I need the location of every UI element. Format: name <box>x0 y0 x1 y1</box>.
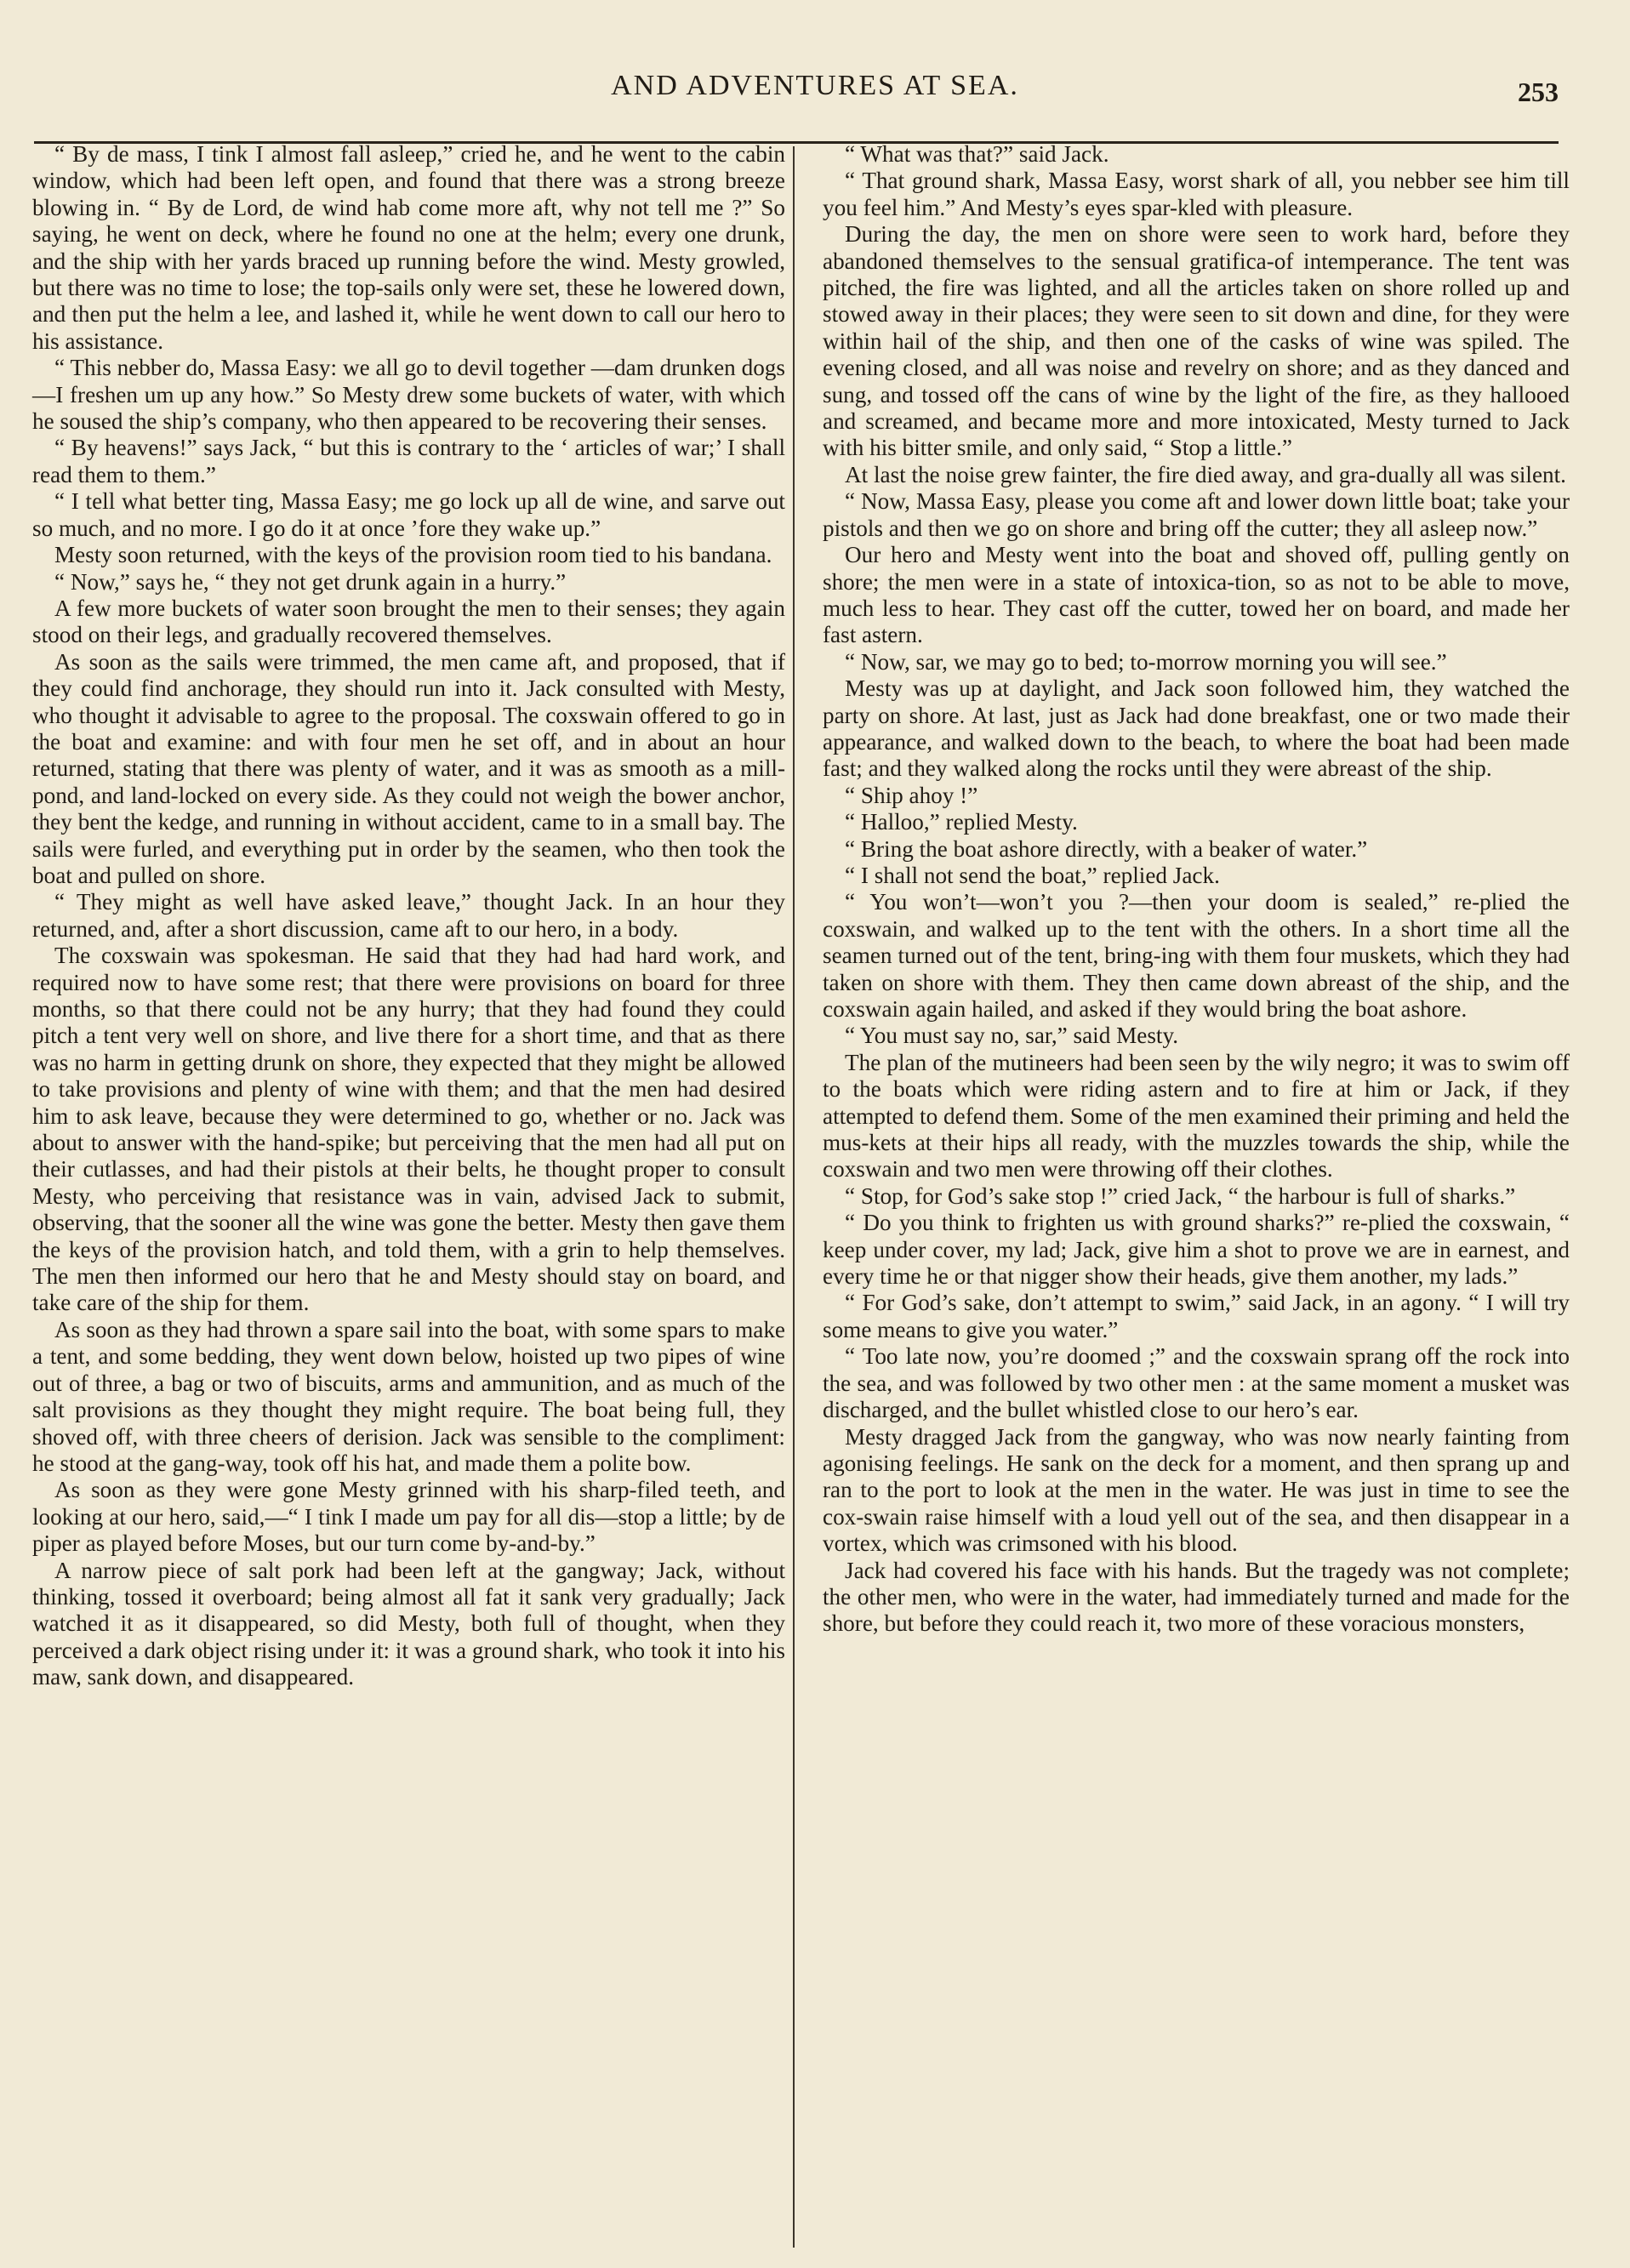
paragraph: Mesty soon returned, with the keys of the provision room tied to his bandana. <box>54 542 772 568</box>
paragraph: “ By heavens!” says Jack, “ but this is contrary to the ‘ articles of war;’ I shall read them to them.” <box>32 435 785 487</box>
paragraph: A few more buckets of water soon brought the men to their senses; they again stood on their legs, and gradually recovered themselves. <box>32 595 785 648</box>
paragraph: “ Too late now, you’re doomed ;” and the coxswain sprang off the rock into the sea, and was followed by two other men : at the same moment a musket was discharged, and the bullet whistled close to our hero’s ear. <box>823 1343 1570 1423</box>
paragraph: “ Now,” says he, “ they not get drunk again in a hurry.” <box>54 568 567 595</box>
paragraph: “ They might as well have asked leave,” thought Jack. In an hour they returned, and, after a short discussion, came aft to our hero, in a body. <box>32 889 785 942</box>
page-header <box>0 70 1630 119</box>
paragraph: The plan of the mutineers had been seen by the wily negro; it was to swim off to the boats which were riding astern and to fire at him or Jack, if they attempted to defend them. Some of the men examined their priming and held the mus-kets at their hips all ready, with the muzzles towards the ship, while the coxswain and two men were throwing off their clothes. <box>823 1049 1570 1182</box>
paragraph: “ For God’s sake, don’t attempt to swim,” said Jack, in an agony. “ I will try some means to give you water.” <box>823 1290 1570 1342</box>
paragraph: “ This nebber do, Massa Easy: we all go to devil together —dam drunken dogs—I freshen um up any how.” So Mesty drew some buckets of water, with which he soused the ship’s company, who then appeared to be recovering their senses. <box>32 355 785 435</box>
right-column <box>823 141 1570 1638</box>
paragraph: “ You won’t—won’t you ?—then your doom is sealed,” re-plied the coxswain, and walked up to the tent with the others. In a short time all the seamen turned out of the tent, bring-ing with them four muskets, which they had taken on shore with them. They then came down abreast of the ship, and the coxswain again hailed, and asked if they would bring the boat ashore. <box>823 889 1570 1022</box>
paragraph: “ Now, sar, we may go to bed; to-morrow morning you will see.” <box>845 648 1447 675</box>
paragraph: “ I shall not send the boat,” replied Jack. <box>845 862 1220 888</box>
paragraph: “ Now, Massa Easy, please you come aft and lower down little boat; take your pistols and then we go on shore and bring off the cutter; they all asleep now.” <box>823 488 1570 541</box>
column-rule <box>793 146 795 2248</box>
paragraph: At last the noise grew fainter, the fire died away, and gra-dually all was silent. <box>845 461 1566 487</box>
paragraph: Mesty was up at daylight, and Jack soon followed him, they watched the party on shore. At last, just as Jack had done breakfast, one or two made their appearance, and walked down to the beach, to where the boat had been made fast; and they walked along the rocks until they were abreast of the ship. <box>823 675 1570 782</box>
paragraph: “ You must say no, sar,” said Mesty. <box>845 1023 1179 1049</box>
paragraph: “ What was that?” said Jack. <box>845 141 1109 167</box>
paragraph: As soon as the sails were trimmed, the men came aft, and proposed, that if they could find anchorage, they should run into it. Jack consulted with Mesty, who thought it advisable to agree to the proposal. The coxswain offered to go in the boat and examine: and with four men he set off, and in about an hour returned, stating that there was plenty of water, and it was as smooth as a mill-pond, and land-locked on every side. As they could not weigh the bower anchor, they bent the kedge, and running in without accident, came to in a small bay. The sails were furled, and everything put in order by the seamen, who then took the boat and pulled on shore. <box>32 648 785 888</box>
paragraph: “ By de mass, I tink I almost fall asleep,” cried he, and he went to the cabin window, which had been left open, and found that there was a strong breeze blowing in. “ By de Lord, de wind hab come more aft, why not tell me ?” So saying, he went on deck, where he found no one at the helm; every one drunk, and the ship with her yards braced up running before the wind. Mesty growled, but there was no time to lose; the top-sails only were set, these he lowered down, and then put the helm a lee, and lashed it, while he went down to call our hero to his assistance. <box>32 141 785 354</box>
paragraph: As soon as they had thrown a spare sail into the boat, with some spars to make a tent, and some bedding, they went down below, hoisted up two pipes of wine out of three, a bag or two of biscuits, arms and ammunition, and as much of the salt provisions as they thought they might require. The boat being full, they shoved off, with three cheers of derision. Jack was sensible to the compliment: he stood at the gang-way, took off his hat, and made them a polite bow. <box>32 1316 785 1476</box>
page-number: 253 <box>1518 77 1559 107</box>
paragraph: Jack had covered his face with his hands. But the tragedy was not complete; the other men, who were in the water, had immediately turned and made for the shore, but before they could reach it, two more of these voracious monsters, <box>823 1557 1570 1637</box>
paragraph: “ That ground shark, Massa Easy, worst shark of all, you nebber see him till you feel him.” And Mesty’s eyes spar-kled with pleasure. <box>823 168 1570 220</box>
paragraph: “ I tell what better ting, Massa Easy; me go lock up all de wine, and sarve out so much, and no more. I go do it at once ’fore they wake up.” <box>32 488 785 541</box>
paragraph: A narrow piece of salt pork had been left at the gangway; Jack, without thinking, tossed it overboard; being almost all fat it sank very gradually; Jack watched it as it disappeared, so did Mesty, both full of thought, when they perceived a dark object rising under it: it was a ground shark, who took it into his maw, sank down, and disappeared. <box>32 1557 785 1690</box>
left-column <box>32 141 785 1691</box>
paragraph: “ Halloo,” replied Mesty. <box>845 809 1078 835</box>
paragraph: Mesty dragged Jack from the gangway, who was now nearly fainting from agonising feelings. He sank on the deck for a moment, and then sprang up and ran to the port to look at the men in the water. He was just in time to see the cox-swain raise himself with a loud yell out of the sea, and then disappear in a vortex, which was crimsoned with his blood. <box>823 1423 1570 1557</box>
running-head: AND ADVENTURES AT SEA. <box>611 70 1019 101</box>
paragraph: “ Stop, for God’s sake stop !” cried Jack, “ the harbour is full of sharks.” <box>845 1182 1516 1209</box>
paragraph: “ Bring the boat ashore directly, with a beaker of water.” <box>845 835 1368 862</box>
paragraph: Our hero and Mesty went into the boat and shoved off, pulling gently on shore; the men were in a state of intoxica-tion, so as not to be able to move, much less to hear. They cast off the cutter, towed her on board, and made her fast astern. <box>823 542 1570 648</box>
paragraph: During the day, the men on shore were seen to work hard, before they abandoned themselves to the sensual gratifica-of intemperance. The tent was pitched, the fire was lighted, and all the articles taken on shore rolled up and stowed away in their places; they were seen to sit down and dine, for they were within hail of the ship, and then one of the casks of wine was spiled. The evening closed, and all was noise and revelry on shore; and as they danced and sung, and tossed off the cans of wine by the light of the fire, as they hallooed and screamed, and became more and more intoxicated, Mesty turned to Jack with his bitter smile, and only said, “ Stop a little.” <box>823 221 1570 461</box>
paragraph: The coxswain was spokesman. He said that they had had hard work, and required now to have some rest; that there were provisions on board for three months, so that there could not be any hurry; that they had found they could pitch a tent very well on shore, and live there for a short time, and that as there was no harm in getting drunk on shore, they expected that they might be allowed to take provisions and plenty of wine with them; and that the men had desired him to ask leave, because they were determined to go, whether or no. Jack was about to answer with the hand-spike; but perceiving that the men had all put on their cutlasses, and had their pistols at their belts, he thought proper to consult Mesty, who perceiving that resistance was in vain, advised Jack to submit, observing, that the sooner all the wine was gone the better. Mesty then gave them the keys of the provision hatch, and told them, with a grin to help themselves. The men then informed our hero that he and Mesty should stay on board, and take care of the ship for them. <box>32 943 785 1316</box>
paragraph: “ Do you think to frighten us with ground sharks?” re-plied the coxswain, “ keep under cover, my lad; Jack, give him a shot to prove we are in earnest, and every time he or that nigger show their heads, give them another, my lads.” <box>823 1210 1570 1290</box>
paragraph: As soon as they were gone Mesty grinned with his sharp-filed teeth, and looking at our hero, said,—“ I tink I made um pay for all dis—stop a little; by de piper as played before Moses, but our turn come by-and-by.” <box>32 1477 785 1557</box>
paragraph: “ Ship ahoy !” <box>845 782 978 808</box>
